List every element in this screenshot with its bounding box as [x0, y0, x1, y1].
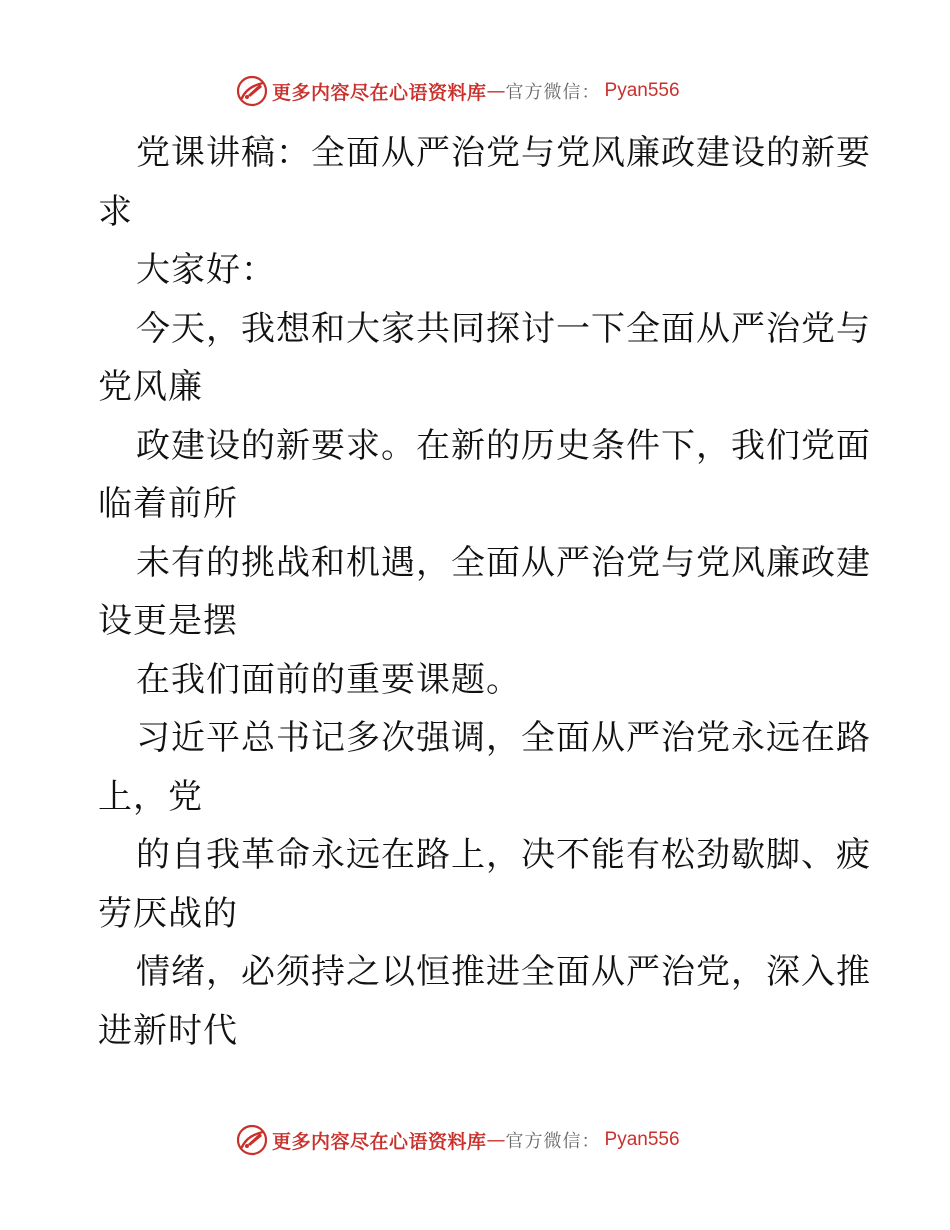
header-official-label: 官方微信：: [505, 82, 601, 103]
footer-dash: —: [486, 1129, 506, 1151]
title-line-2: 求: [98, 191, 133, 232]
footer-wechat-id: Pyan556: [604, 1129, 680, 1150]
paragraph-line: 设更是摆: [98, 601, 238, 641]
paragraph-line: 的自我革命永远在路上，决不能有松劲歇脚、疲: [136, 835, 871, 875]
title-line-1: 党课讲稿：全面从严治党与党风廉政建设的新要: [136, 133, 871, 173]
paragraph-line: 未有的挑战和机遇，全面从严治党与党风廉政建: [136, 542, 871, 583]
paragraph-line: 政建设的新要求。在新的历史条件下，我们党面: [136, 425, 871, 466]
document-body: [98, 124, 871, 1060]
footer-site-text: 更多内容尽在心语资料库: [272, 1130, 487, 1153]
footer-official-label: 官方微信：: [505, 1131, 601, 1152]
paragraph-line: 今天，我想和大家共同探讨一下全面从严治党与: [136, 308, 871, 349]
paragraph-line: 情绪，必须持之以恒推进全面从严治党，深入推: [136, 952, 871, 992]
header-banner[interactable]: [236, 73, 680, 109]
paragraph-line: 习近平总书记多次强调，全面从严治党永远在路: [136, 718, 871, 758]
paragraph-line: 临着前所: [98, 484, 238, 524]
footer-banner[interactable]: [236, 1122, 680, 1158]
header-dash: —: [486, 80, 506, 102]
header-wechat-id: Pyan556: [604, 80, 680, 101]
brush-pen-logo-icon: [236, 1124, 268, 1156]
paragraph-line: 党风廉: [98, 367, 203, 407]
paragraph-line: 上，党: [98, 776, 203, 817]
paragraph-line: 劳厌战的: [98, 893, 238, 934]
paragraph-line: 在我们面前的重要课题。: [136, 659, 521, 700]
header-site-text: 更多内容尽在心语资料库: [272, 81, 487, 104]
brush-pen-logo-icon: [236, 75, 268, 107]
paragraph-line: 进新时代: [98, 1010, 238, 1051]
greeting-line: 大家好：: [136, 250, 276, 290]
